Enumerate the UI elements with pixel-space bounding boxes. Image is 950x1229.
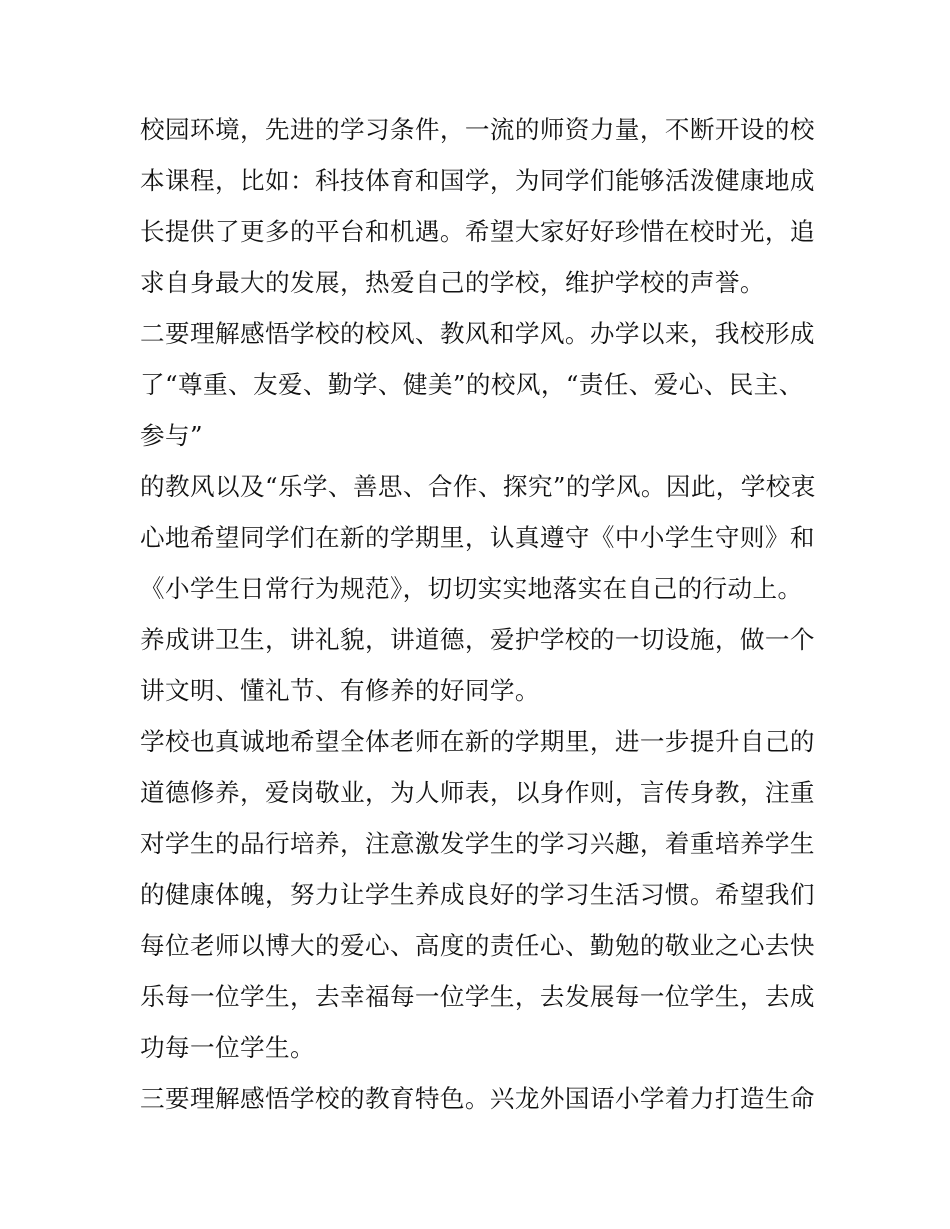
text-line: 三要理解感悟学校的教育特色。兴龙外国语小学着力打造生命 xyxy=(140,1084,815,1113)
text-line: 长提供了更多的平台和机遇。希望大家好好珍惜在校时光，追 xyxy=(140,217,815,246)
text-line: 心地希望同学们在新的学期里，认真遵守《中小学生守则》和 xyxy=(140,523,815,552)
document-body xyxy=(140,104,820,1124)
text-line: 乐每一位学生，去幸福每一位学生，去发展每一位学生，去成 xyxy=(140,982,815,1011)
text-line: 的健康体魄，努力让学生养成良好的学习生活习惯。希望我们 xyxy=(140,880,815,909)
text-line: 对学生的品行培养，注意激发学生的学习兴趣，着重培养学生 xyxy=(140,829,815,858)
text-line: 养成讲卫生，讲礼貌，讲道德，爱护学校的一切设施，做一个 xyxy=(140,625,815,654)
text-line: 讲文明、懂礼节、有修养的好同学。 xyxy=(140,676,540,705)
text-line: 参与” xyxy=(140,421,203,450)
text-line: 本课程，比如：科技体育和国学，为同学们能够活泼健康地成 xyxy=(140,166,815,195)
text-line: 的教风以及“乐学、善思、合作、探究”的学风。因此，学校衷 xyxy=(140,472,816,501)
text-line: 求自身最大的发展，热爱自己的学校，维护学校的声誉。 xyxy=(140,268,765,297)
text-line: 功每一位学生。 xyxy=(140,1033,315,1062)
text-line: 二要理解感悟学校的校风、教风和学风。办学以来，我校形成 xyxy=(140,319,815,348)
text-line: 校园环境，先进的学习条件，一流的师资力量，不断开设的校 xyxy=(140,115,815,144)
text-line: 每位老师以博大的爱心、高度的责任心、勤勉的敬业之心去快 xyxy=(140,931,815,960)
text-line: 《小学生日常行为规范》，切切实实地落实在自己的行动上。 xyxy=(140,574,803,603)
text-line: 学校也真诚地希望全体老师在新的学期里，进一步提升自己的 xyxy=(140,727,815,756)
text-line: 了“尊重、友爱、勤学、健美”的校风，“责任、爱心、民主、 xyxy=(140,370,804,399)
text-line: 道德修养，爱岗敬业，为人师表，以身作则，言传身教，注重 xyxy=(140,778,815,807)
